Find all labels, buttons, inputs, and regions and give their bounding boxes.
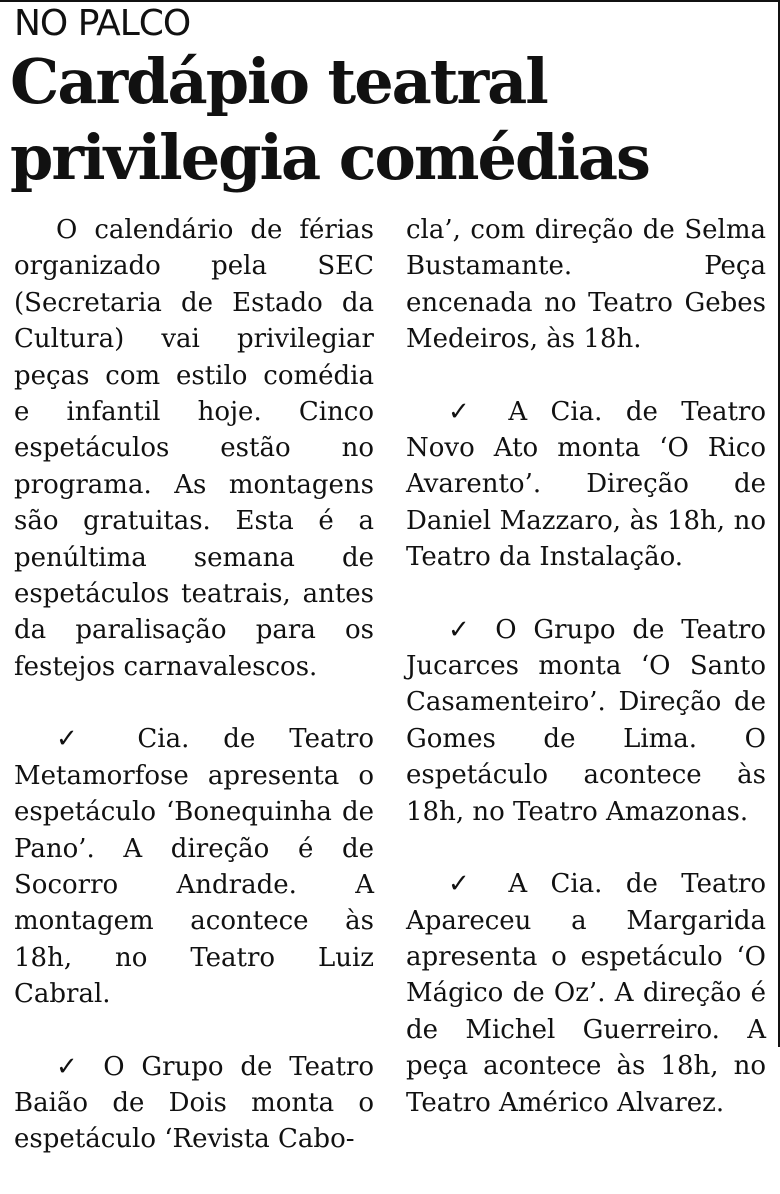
listing-item-4 bbox=[406, 612, 766, 830]
check-icon: ✓ bbox=[448, 614, 479, 645]
check-icon: ✓ bbox=[56, 1051, 87, 1082]
headline bbox=[10, 44, 770, 196]
listing-item-3 bbox=[406, 394, 766, 576]
top-rule bbox=[0, 0, 780, 2]
check-icon: ✓ bbox=[448, 396, 485, 427]
listing-text-3: A Cia. de Teatro Novo Ato monta ‘O Rico Avarento’. Direção de Daniel Mazzaro, às 18h, no Teatro da Instalação. bbox=[406, 396, 766, 573]
listing-item-5 bbox=[406, 866, 766, 1121]
intro-paragraph: O calendário de férias organizado pela SEC (Secretaria de Estado da Cultura) vai privilegiar peças com estilo comédia e infantil hoje. Cinco espetáculos estão no programa. As montagens são gratuitas. Esta é a penúltima semana de espetáculos teatrais, antes da paralisação para os festejos carnavalescos. bbox=[14, 215, 374, 682]
headline-line-2: privilegia comédias bbox=[10, 121, 649, 194]
check-icon: ✓ bbox=[56, 724, 104, 755]
section-kicker: NO PALCO bbox=[14, 3, 191, 44]
headline-line-1: Cardápio teatral bbox=[10, 45, 547, 118]
listing-item-2-end: cla’, com direção de Selma Bustamante. Peça encenada no Teatro Gebes Medeiros, às 18h. bbox=[406, 215, 766, 355]
listing-text-2-start: O Grupo de Teatro Baião de Dois monta o espetáculo ‘Revista Cabo- bbox=[14, 1051, 374, 1155]
check-icon: ✓ bbox=[448, 869, 485, 900]
listing-text-4: O Grupo de Teatro Jucarces monta ‘O Santo Casamenteiro’. Direção de Gomes de Lima. O espetáculo acontece às 18h, no Teatro Amazonas. bbox=[406, 614, 766, 827]
listing-text-5: A Cia. de Teatro Apareceu a Margarida apresenta o espetáculo ‘O Mágico de Oz’. A direção é de Michel Guerreiro. A peça acontece às 18h, no Teatro Américo Alvarez. bbox=[406, 869, 766, 1118]
listing-item-2-start bbox=[14, 1049, 374, 1158]
listing-item-1 bbox=[14, 721, 374, 1012]
article-column-left bbox=[14, 212, 374, 1194]
article-column-right bbox=[406, 212, 766, 1157]
listing-text-1: Cia. de Teatro Metamorfose apresenta o espetáculo ‘Bonequinha de Pano’. A direção é de Socorro Andrade. A montagem acontece às 18h, no Teatro Luiz Cabral. bbox=[14, 724, 374, 1010]
